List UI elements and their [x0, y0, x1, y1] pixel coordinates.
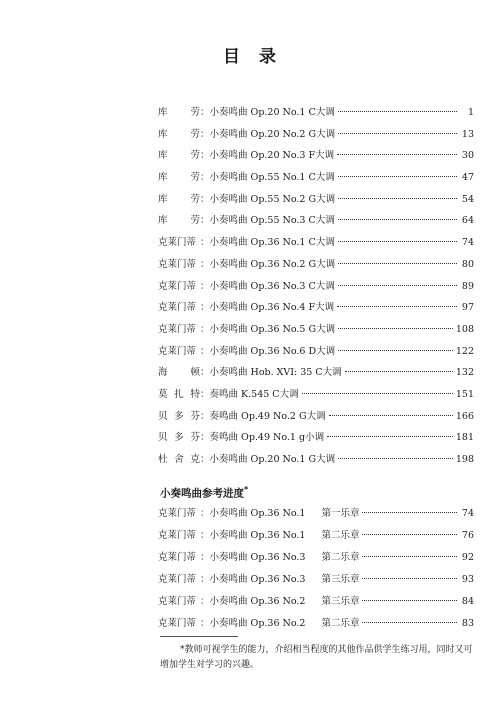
toc-entry — [158, 451, 474, 473]
page-number: 97 — [461, 302, 474, 314]
dot-leader — [329, 415, 453, 416]
composer-char: 劳 — [190, 107, 200, 118]
dot-leader — [338, 111, 457, 112]
composer-char: 劳 — [190, 150, 200, 162]
composer-char: 克莱门蒂 — [158, 508, 197, 519]
progress-entry — [158, 549, 474, 571]
composer-char: 克莱门蒂 — [158, 280, 197, 292]
toc-entry — [158, 343, 474, 365]
work-title: 小奏鸣曲 Op.55 No.3 C大调 — [209, 215, 335, 227]
dot-leader — [345, 371, 453, 372]
dot-leader — [338, 176, 457, 177]
colon-separator: ： — [200, 172, 210, 184]
progress-entry — [158, 571, 474, 593]
page-title-right: 录 — [259, 47, 277, 67]
composer-name — [158, 321, 200, 335]
section-title — [160, 485, 248, 501]
dot-leader — [337, 154, 457, 155]
movement-label: 第二乐章 — [321, 552, 360, 563]
dot-leader — [362, 578, 457, 579]
page-number: 1 — [467, 107, 474, 118]
progress-entry — [158, 505, 474, 527]
composer-char: 劳 — [190, 215, 200, 227]
work-title: 小奏鸣曲 Op.36 No.5 G大调 — [209, 323, 336, 335]
toc-entry — [158, 386, 474, 408]
colon-separator: ： — [200, 128, 210, 140]
composer-name — [158, 278, 200, 292]
dot-leader — [302, 393, 453, 394]
composer-char: 克莱门蒂 — [158, 323, 197, 335]
toc-entry — [158, 147, 474, 169]
colon-separator: ： — [200, 618, 210, 629]
page-number: 54 — [461, 193, 474, 205]
composer-name — [158, 147, 200, 161]
progress-entry — [158, 527, 474, 549]
page-number: 93 — [461, 574, 474, 585]
table-of-contents — [158, 104, 474, 473]
composer-name — [158, 505, 200, 519]
dot-leader — [362, 512, 457, 513]
composer-char: 贝 — [158, 410, 168, 422]
composer-char: 克莱门蒂 — [158, 552, 197, 563]
composer-char: 克莱门蒂 — [158, 574, 197, 585]
toc-entry — [158, 299, 474, 321]
work-title: 小奏鸣曲 Op.55 No.2 G大调 — [209, 193, 336, 205]
composer-char: 特 — [190, 388, 200, 400]
toc-entry — [158, 234, 474, 256]
composer-name — [158, 549, 200, 563]
dot-leader — [362, 600, 457, 601]
work-title: 小奏鸣曲 Op.36 No.1 C大调 — [209, 237, 335, 249]
page-number: 80 — [461, 258, 474, 270]
reference-progress-list — [158, 505, 474, 637]
composer-char: 多 — [174, 432, 184, 444]
page-title — [0, 42, 500, 67]
composer-char: 莫 — [158, 388, 168, 400]
work-title: 小奏鸣曲 Op.36 No.6 D大调 — [209, 345, 336, 357]
work-title: 小奏鸣曲 Op.36 No.1 — [209, 530, 306, 541]
page-number: 198 — [455, 454, 474, 465]
page-number: 84 — [461, 596, 474, 607]
toc-entry — [158, 126, 474, 148]
page-number: 181 — [455, 432, 474, 444]
composer-name — [158, 169, 200, 183]
composer-name — [158, 593, 200, 607]
colon-separator: ： — [200, 367, 210, 379]
work-title: 小奏鸣曲 Hob. XVI: 35 C大调 — [209, 367, 342, 379]
work-title: 奏鸣曲 Op.49 No.2 G大调 — [209, 410, 326, 422]
work-title: 小奏鸣曲 Op.20 No.3 F大调 — [209, 150, 335, 162]
composer-char: 克莱门蒂 — [158, 237, 197, 249]
progress-entry — [158, 615, 474, 637]
colon-separator: ： — [200, 454, 210, 465]
composer-char: 克莱门蒂 — [158, 258, 197, 270]
dot-leader — [327, 436, 453, 437]
composer-name — [158, 527, 200, 541]
composer-char: 劳 — [190, 172, 200, 184]
composer-char: 劳 — [190, 193, 200, 205]
composer-name — [158, 408, 200, 422]
colon-separator: ： — [200, 552, 210, 563]
work-title: 小奏鸣曲 Op.36 No.1 — [209, 508, 306, 519]
composer-char: 杜 — [158, 454, 168, 465]
dot-leader — [338, 328, 453, 329]
dot-leader — [338, 133, 457, 134]
composer-name — [158, 191, 200, 205]
colon-separator: ： — [200, 193, 210, 205]
composer-char: 贝 — [158, 432, 168, 444]
composer-name — [158, 571, 200, 585]
movement-label: 第二乐章 — [321, 618, 360, 629]
dot-leader — [362, 534, 457, 535]
work-title: 小奏鸣曲 Op.55 No.1 C大调 — [209, 172, 335, 184]
colon-separator: ： — [200, 215, 210, 227]
colon-separator: ： — [200, 150, 210, 162]
page-number: 151 — [455, 388, 474, 400]
composer-char: 库 — [158, 193, 168, 205]
composer-name — [158, 615, 200, 629]
page-number: 74 — [461, 237, 474, 249]
toc-entry — [158, 429, 474, 451]
footnote: *教师可视学生的能力，介绍相当程度的其他作品供学生练习用，同时又可增加学生对学习的兴趣。 — [160, 645, 473, 670]
work-title: 小奏鸣曲 Op.20 No.2 G大调 — [209, 128, 336, 140]
work-title: 小奏鸣曲 Op.36 No.3 — [209, 552, 306, 563]
colon-separator: ： — [200, 302, 210, 314]
colon-separator: ： — [200, 258, 210, 270]
page-number: 47 — [461, 172, 474, 184]
movement-label: 第三乐章 — [321, 574, 360, 585]
dot-leader — [338, 263, 457, 264]
page-number: 166 — [455, 410, 474, 422]
composer-char: 扎 — [174, 388, 184, 400]
composer-char: 舍 — [174, 454, 184, 465]
movement-label: 第二乐章 — [321, 530, 360, 541]
composer-char: 克莱门蒂 — [158, 618, 197, 629]
toc-entry — [158, 321, 474, 343]
composer-char: 克莱门蒂 — [158, 530, 197, 541]
work-title: 小奏鸣曲 Op.36 No.2 — [209, 596, 306, 607]
composer-name — [158, 364, 200, 378]
toc-entry — [158, 169, 474, 191]
composer-char: 芬 — [190, 432, 200, 444]
dot-leader — [338, 241, 457, 242]
toc-entry — [158, 408, 474, 430]
dot-leader — [362, 622, 457, 623]
colon-separator: ： — [200, 237, 210, 249]
footnote-divider — [160, 636, 238, 637]
composer-char: 库 — [158, 107, 168, 118]
work-title: 小奏鸣曲 Op.20 No.1 G大调 — [209, 454, 336, 465]
composer-name — [158, 429, 200, 443]
colon-separator: ： — [200, 432, 210, 444]
dot-leader — [338, 285, 457, 286]
toc-entry — [158, 104, 474, 126]
page-number: 13 — [461, 128, 474, 140]
toc-entry — [158, 191, 474, 213]
page-number: 132 — [455, 367, 474, 379]
page-number: 83 — [461, 618, 474, 629]
colon-separator: ： — [200, 508, 210, 519]
composer-char: 库 — [158, 215, 168, 227]
colon-separator: ： — [200, 323, 210, 335]
composer-char: 库 — [158, 128, 168, 140]
movement-label: 第一乐章 — [321, 508, 360, 519]
composer-char: 库 — [158, 150, 168, 162]
work-title: 小奏鸣曲 Op.36 No.3 C大调 — [209, 280, 335, 292]
composer-name — [158, 126, 200, 140]
work-title: 小奏鸣曲 Op.36 No.2 — [209, 618, 306, 629]
composer-char: 顿 — [190, 367, 200, 379]
dot-leader — [362, 556, 457, 557]
composer-name — [158, 386, 200, 400]
composer-char: 海 — [158, 367, 168, 379]
composer-name — [158, 104, 200, 118]
dot-leader — [337, 306, 457, 307]
composer-char: 劳 — [190, 128, 200, 140]
colon-separator: ： — [200, 107, 210, 118]
page-title-left: 目 — [223, 47, 241, 67]
colon-separator: ： — [200, 574, 210, 585]
colon-separator: ： — [200, 345, 210, 357]
work-title: 小奏鸣曲 Op.36 No.2 G大调 — [209, 258, 336, 270]
colon-separator: ： — [200, 410, 210, 422]
work-title: 奏鸣曲 Op.49 No.1 g小调 — [209, 432, 325, 444]
composer-name — [158, 343, 200, 357]
page-number: 108 — [455, 323, 474, 335]
dot-leader — [338, 198, 457, 199]
composer-char: 库 — [158, 172, 168, 184]
composer-name — [158, 234, 200, 248]
work-title: 小奏鸣曲 Op.36 No.4 F大调 — [209, 302, 335, 314]
toc-entry — [158, 278, 474, 300]
colon-separator: ： — [200, 530, 210, 541]
colon-separator: ： — [200, 596, 210, 607]
section-title-text: 小奏鸣曲参考进度 — [160, 487, 244, 500]
composer-char: 多 — [174, 410, 184, 422]
toc-entry — [158, 256, 474, 278]
composer-char: 克莱门蒂 — [158, 596, 197, 607]
movement-label: 第三乐章 — [321, 596, 360, 607]
page-number: 122 — [455, 345, 474, 357]
composer-char: 芬 — [190, 410, 200, 422]
page-number: 89 — [461, 280, 474, 292]
work-title: 奏鸣曲 K.545 C大调 — [209, 388, 299, 400]
colon-separator: ： — [200, 280, 210, 292]
footnote-marker: * — [244, 485, 249, 494]
composer-char: 克莱门蒂 — [158, 345, 197, 357]
toc-entry — [158, 212, 474, 234]
composer-name — [158, 256, 200, 270]
colon-separator: ： — [200, 388, 210, 400]
page-number: 64 — [461, 215, 474, 227]
progress-entry — [158, 593, 474, 615]
composer-char: 克莱门蒂 — [158, 302, 197, 314]
work-title: 小奏鸣曲 Op.36 No.3 — [209, 574, 306, 585]
dot-leader — [338, 219, 457, 220]
composer-name — [158, 451, 200, 465]
page-number: 74 — [461, 508, 474, 519]
page-number: 76 — [461, 530, 474, 541]
work-title: 小奏鸣曲 Op.20 No.1 C大调 — [209, 107, 335, 118]
page-number: 92 — [461, 552, 474, 563]
dot-leader — [338, 458, 453, 459]
composer-char: 克 — [190, 454, 200, 465]
dot-leader — [338, 350, 453, 351]
toc-entry — [158, 364, 474, 386]
page-number: 30 — [461, 150, 474, 162]
composer-name — [158, 299, 200, 313]
composer-name — [158, 212, 200, 226]
